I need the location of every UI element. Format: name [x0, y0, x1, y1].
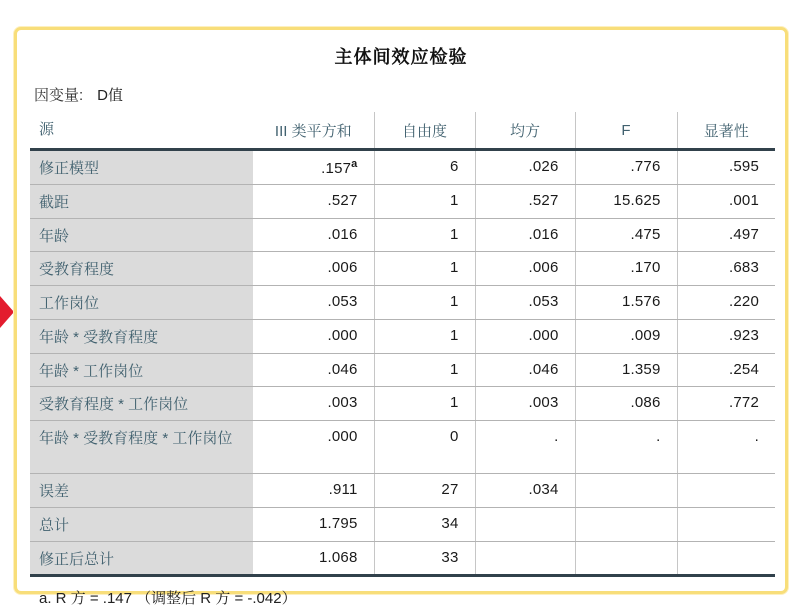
cell-mean-square: .026: [475, 150, 575, 185]
cell-sum-squares: .016: [253, 218, 374, 252]
cell-sum-squares: 1.068: [253, 541, 374, 576]
cell-f: [575, 507, 677, 541]
row-label: 年龄 * 工作岗位: [30, 353, 253, 387]
cell-df: 34: [374, 507, 475, 541]
cell-mean-square: [475, 541, 575, 576]
cell-mean-square: .000: [475, 319, 575, 353]
header-sig: 显著性: [677, 112, 775, 150]
table-row: [30, 286, 775, 320]
table-row: [30, 252, 775, 286]
cell-sum-squares: .911: [253, 474, 374, 508]
row-label: 截距: [30, 184, 253, 218]
cell-sum-squares: .006: [253, 252, 374, 286]
cell-df: 1: [374, 319, 475, 353]
cell-mean-square: .003: [475, 387, 575, 421]
cell-mean-square: .527: [475, 184, 575, 218]
table-header: [30, 112, 775, 150]
cell-sum-squares: .000: [253, 421, 374, 474]
header-mean-square: 均方: [475, 112, 575, 150]
cell-f: [575, 474, 677, 508]
cell-f: 1.359: [575, 353, 677, 387]
cell-mean-square: .: [475, 421, 575, 474]
cell-f: .475: [575, 218, 677, 252]
cell-sig: .683: [677, 252, 775, 286]
cell-df: 1: [374, 387, 475, 421]
cell-sig: .595: [677, 150, 775, 185]
row-label: 修正模型: [30, 150, 253, 185]
cell-df: 1: [374, 353, 475, 387]
row-label: 总计: [30, 507, 253, 541]
row-label: 年龄 * 受教育程度 * 工作岗位: [30, 421, 253, 474]
cell-f: [575, 541, 677, 576]
dependent-variable-value: D值: [97, 87, 124, 104]
cell-f: 15.625: [575, 184, 677, 218]
cell-f: .170: [575, 252, 677, 286]
table-row: [30, 507, 775, 541]
table-row: [30, 541, 775, 576]
cell-mean-square: .006: [475, 252, 575, 286]
cell-mean-square: .016: [475, 218, 575, 252]
cell-f: 1.576: [575, 286, 677, 320]
cell-sum-squares: .053: [253, 286, 374, 320]
row-label: 年龄 * 受教育程度: [30, 319, 253, 353]
dependent-variable-line: [34, 84, 785, 105]
cell-sum-squares: .046: [253, 353, 374, 387]
cell-mean-square: .046: [475, 353, 575, 387]
cell-sum-squares: .003: [253, 387, 374, 421]
cell-sig: .: [677, 421, 775, 474]
cell-f: .: [575, 421, 677, 474]
cell-sum-squares: .527: [253, 184, 374, 218]
cell-sig: .772: [677, 387, 775, 421]
table-row: [30, 218, 775, 252]
table-title: 主体间效应检验: [334, 47, 468, 67]
row-label: 受教育程度: [30, 252, 253, 286]
cell-mean-square: .053: [475, 286, 575, 320]
table-body: [30, 150, 775, 576]
cell-sum-squares: 1.795: [253, 507, 374, 541]
table-footnote: a. R 方 = .147 （调整后 R 方 = -.042）: [39, 590, 297, 608]
header-f: F: [575, 112, 677, 150]
header-df: 自由度: [374, 112, 475, 150]
cell-sig: .001: [677, 184, 775, 218]
cell-df: 27: [374, 474, 475, 508]
cell-df: 1: [374, 184, 475, 218]
row-label: 工作岗位: [30, 286, 253, 320]
header-row: [30, 112, 775, 150]
table-row: [30, 150, 775, 185]
cell-sig: [677, 474, 775, 508]
cell-df: 0: [374, 421, 475, 474]
cell-f: .776: [575, 150, 677, 185]
cell-mean-square: [475, 507, 575, 541]
cell-sum-squares: .000: [253, 319, 374, 353]
row-label: 修正后总计: [30, 541, 253, 576]
table-row: [30, 474, 775, 508]
cell-df: 1: [374, 218, 475, 252]
table-row: [30, 387, 775, 421]
selection-arrow-icon: [0, 296, 14, 328]
dependent-variable-label: 因变量:: [34, 87, 84, 104]
row-label: 受教育程度 * 工作岗位: [30, 387, 253, 421]
cell-sig: .254: [677, 353, 775, 387]
cell-df: 33: [374, 541, 475, 576]
cell-sum-squares: .157$^a$: [253, 150, 374, 185]
table-row: [30, 421, 775, 474]
cell-f: .086: [575, 387, 677, 421]
cell-sig: .923: [677, 319, 775, 353]
row-label: 年龄: [30, 218, 253, 252]
cell-sig: .497: [677, 218, 775, 252]
table-row: [30, 353, 775, 387]
header-source: 源: [30, 112, 253, 150]
cell-sig: [677, 541, 775, 576]
cell-sig: [677, 507, 775, 541]
table-row: [30, 184, 775, 218]
cell-mean-square: .034: [475, 474, 575, 508]
cell-sig: .220: [677, 286, 775, 320]
cell-df: 1: [374, 252, 475, 286]
cell-df: 1: [374, 286, 475, 320]
header-sum-squares: III 类平方和: [253, 112, 374, 150]
row-label: 误差: [30, 474, 253, 508]
table-row: [30, 319, 775, 353]
cell-f: .009: [575, 319, 677, 353]
output-frame: [14, 27, 788, 608]
cell-df: 6: [374, 150, 475, 185]
footnote-marker: a: [351, 158, 358, 170]
between-subjects-effects-table: [30, 112, 775, 577]
